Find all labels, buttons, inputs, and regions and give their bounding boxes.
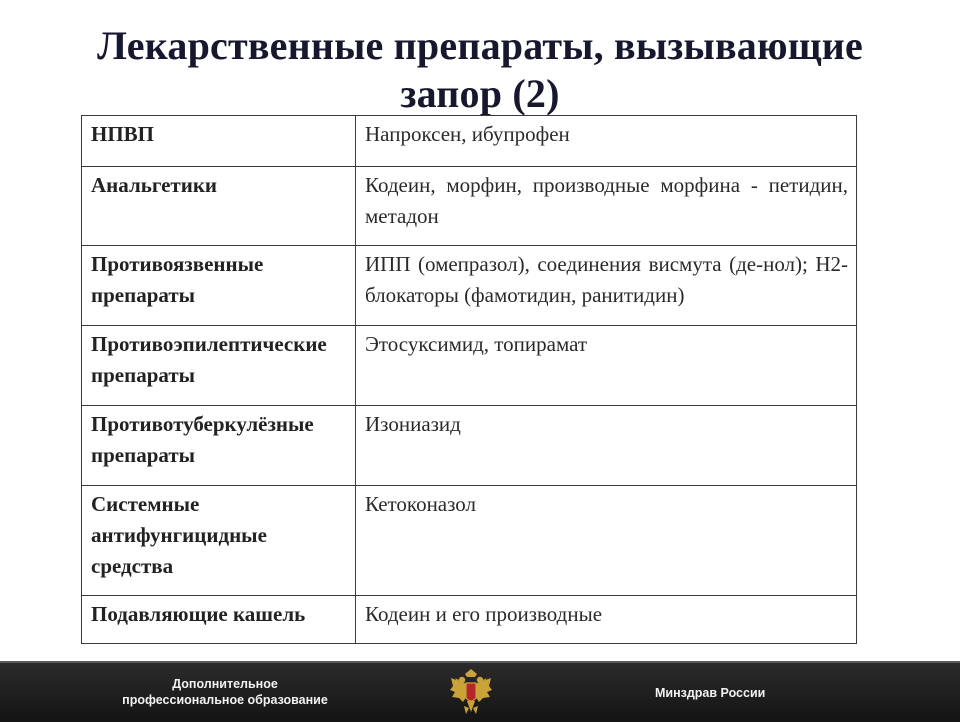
footer-bar [0,661,960,722]
category-cell: Противоязвенные препараты [82,246,356,326]
drugs-cell: Кодеин, морфин, производные морфина - петидин, метадон [356,167,857,246]
table-row [82,326,857,406]
table-row [82,246,857,326]
table-row [82,167,857,246]
drugs-cell: Кодеин и его производные [356,596,857,644]
drugs-cell: Этосуксимид, топирамат [356,326,857,406]
table-row [82,116,857,167]
drugs-table [81,115,857,644]
category-cell: НПВП [82,116,356,167]
drugs-cell: Напроксен, ибупрофен [356,116,857,167]
footer-left-line-1: Дополнительное [172,677,278,691]
category-cell: Подавляющие кашель [82,596,356,644]
slide-title [40,22,920,118]
drugs-cell: Изониазид [356,406,857,486]
footer-left-line-2: профессиональное образование [122,693,328,707]
table-row [82,406,857,486]
category-cell: Анальгетики [82,167,356,246]
slide-title-line-2: запор (2) [400,71,560,116]
footer-program-label [80,676,370,708]
drugs-cell: ИПП (омепразол), соединения висмута (де-нол); Н2-блокаторы (фамотидин, ранитидин) [356,246,857,326]
slide-title-line-1: Лекарственные препараты, вызывающие [97,23,863,68]
category-cell: Противоэпилептические препараты [82,326,356,406]
category-cell: Системные антифунгицидные средства [82,486,356,596]
double-headed-eagle-emblem-icon [447,668,495,720]
footer-ministry-label: Минздрав России [655,686,766,700]
table-row [82,486,857,596]
category-cell: Противотуберкулёзные препараты [82,406,356,486]
table-row [82,596,857,644]
drugs-cell: Кетоконазол [356,486,857,596]
